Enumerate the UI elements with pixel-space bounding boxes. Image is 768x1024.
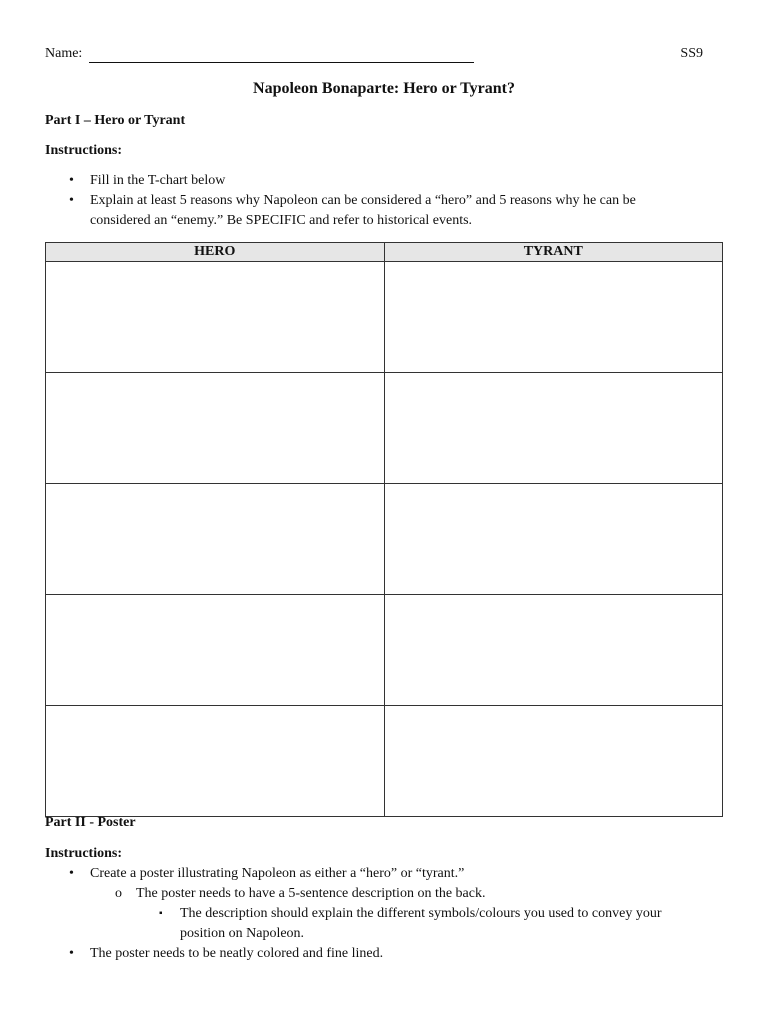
list-item — [69, 191, 690, 231]
part2-instruction-list — [69, 864, 710, 964]
hero-cell[interactable] — [46, 706, 385, 817]
table-row — [46, 484, 723, 595]
table-row — [46, 706, 723, 817]
list-item-text: The description should explain the different symbols/colours you used to convey your position on Napoleon. — [180, 906, 662, 941]
part1-heading: Part I – Hero or Tyrant — [45, 113, 186, 128]
name-row — [45, 46, 705, 66]
list-item-text: Create a poster illustrating Napoleon as either a “hero” or “tyrant.” — [90, 866, 465, 881]
hero-cell[interactable] — [46, 373, 385, 484]
bullet-icon: • — [69, 173, 74, 188]
tyrant-cell[interactable] — [384, 595, 723, 706]
table-row — [46, 262, 723, 373]
tyrant-cell[interactable] — [384, 262, 723, 373]
hero-cell[interactable] — [46, 595, 385, 706]
circle-bullet-icon: o — [115, 886, 122, 901]
hero-cell[interactable] — [46, 484, 385, 595]
list-item-text: The poster needs to have a 5-sentence description on the back. — [136, 886, 486, 901]
t-chart — [45, 242, 723, 817]
course-code: SS9 — [680, 46, 703, 61]
tyrant-cell[interactable] — [384, 484, 723, 595]
part2-instructions-label: Instructions: — [45, 846, 123, 861]
tyrant-cell[interactable] — [384, 373, 723, 484]
hero-column-header: HERO — [46, 243, 385, 262]
name-label: Name: — [45, 46, 83, 61]
square-bullet-icon: ▪ — [159, 908, 163, 919]
list-item-text: Fill in the T-chart below — [90, 173, 226, 188]
document-title: Napoleon Bonaparte: Hero or Tyrant? — [253, 80, 515, 97]
name-blank-line[interactable] — [89, 62, 474, 63]
table-row — [46, 373, 723, 484]
list-item — [69, 171, 690, 191]
tyrant-cell[interactable] — [384, 706, 723, 817]
part1-instructions-label: Instructions: — [45, 143, 123, 158]
table-row — [46, 595, 723, 706]
list-item — [90, 884, 710, 904]
bullet-icon: • — [69, 946, 74, 961]
list-item — [69, 944, 710, 964]
list-item — [69, 864, 710, 884]
t-chart-header-row — [46, 243, 723, 262]
list-item — [90, 904, 710, 944]
bullet-icon: • — [69, 866, 74, 881]
tyrant-column-header: TYRANT — [384, 243, 723, 262]
list-item-text: Explain at least 5 reasons why Napoleon can be considered a “hero” and 5 reasons why he can be considered an “enemy.” Be SPECIFIC and refer to historical events. — [90, 193, 636, 228]
part1-instruction-list — [69, 171, 690, 231]
list-item-text: The poster needs to be neatly colored and fine lined. — [90, 946, 384, 961]
part2-heading: Part II - Poster — [45, 815, 136, 830]
hero-cell[interactable] — [46, 262, 385, 373]
bullet-icon: • — [69, 193, 74, 208]
